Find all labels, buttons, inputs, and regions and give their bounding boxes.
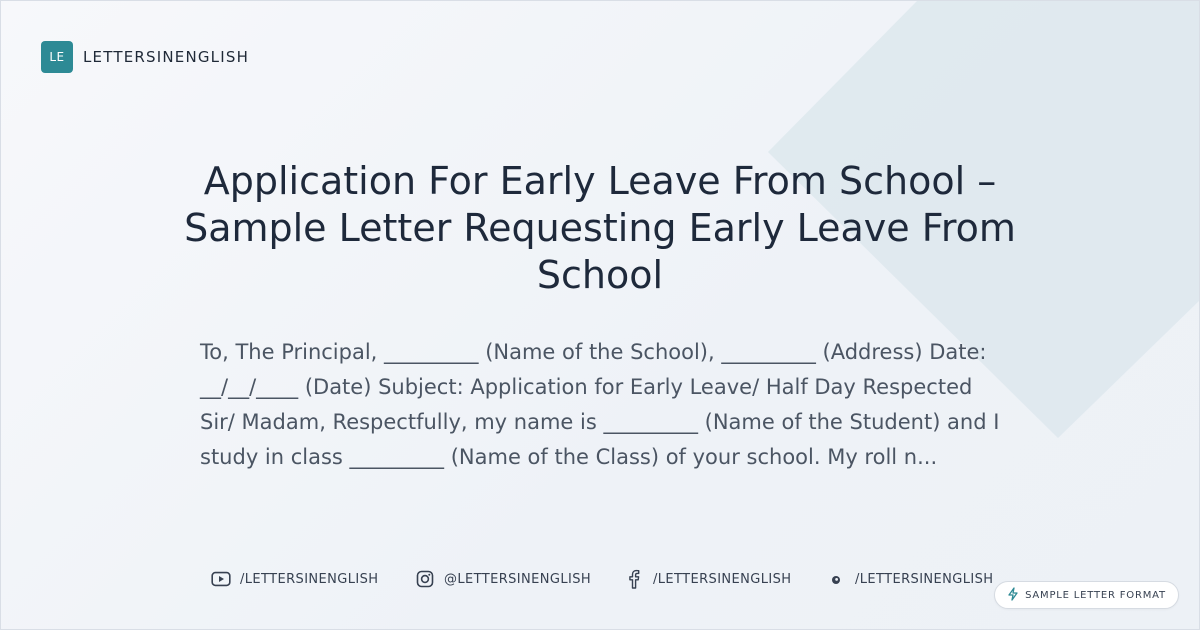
logo-mark: LE [41, 41, 73, 73]
threads-handle: /LETTERSINENGLISH [855, 571, 994, 587]
site-logo[interactable] [41, 41, 249, 73]
category-tag[interactable] [994, 581, 1179, 609]
facebook-icon [623, 568, 645, 590]
instagram-icon [414, 568, 436, 590]
threads-icon [825, 568, 847, 590]
instagram-handle: @LETTERSINENGLISH [444, 571, 592, 587]
social-youtube[interactable] [210, 568, 378, 590]
article-excerpt: To, The Principal, _________ (Name of the School), _________ (Address) Date: __/__/____ (Date) Subject: Application for Early Leave/ Half Day Respected Sir/ Madam, Respectfully, my name is _________ (Name of the Student) and I study in class _________ (Name of the Class) of your school. My roll n... [200, 340, 1000, 469]
youtube-icon [210, 568, 232, 590]
article-title: Application For Early Leave From School – Sample Letter Requesting Early Leave From School [184, 159, 1016, 297]
social-facebook[interactable] [623, 568, 791, 590]
lightning-icon [1007, 586, 1019, 605]
category-label: SAMPLE LETTER FORMAT [1025, 589, 1166, 601]
site-name: LETTERSINENGLISH [83, 48, 250, 66]
facebook-handle: /LETTERSINENGLISH [653, 571, 792, 587]
social-threads[interactable] [825, 568, 993, 590]
social-instagram[interactable] [414, 568, 591, 590]
youtube-handle: /LETTERSINENGLISH [240, 571, 379, 587]
